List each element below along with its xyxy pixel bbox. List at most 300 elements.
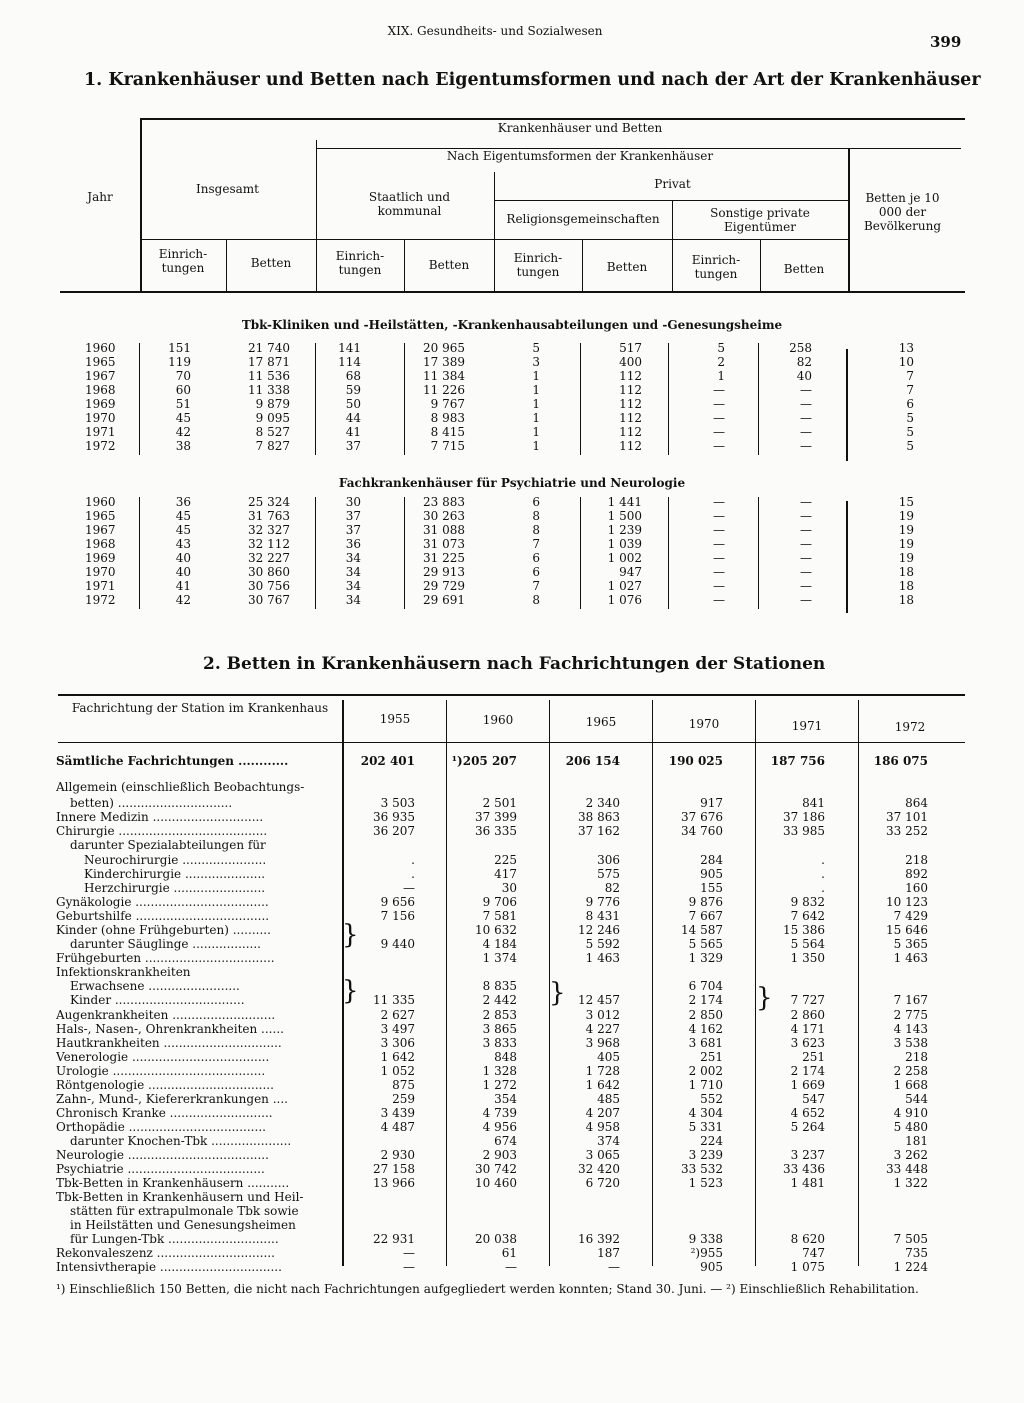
table-cell: 259 — [392, 1092, 415, 1106]
row-label: Hals-, Nasen-, Ohrenkrankheiten ...... — [56, 1022, 284, 1036]
table-cell: 3 237 — [790, 1148, 825, 1162]
table-cell: 160 — [905, 881, 928, 895]
table-cell: 4 304 — [688, 1106, 723, 1120]
table-row — [0, 881, 1024, 895]
table-row — [0, 754, 1024, 768]
table-cell: 11 536 — [248, 369, 290, 383]
table-cell: 114 — [338, 355, 361, 369]
table-cell: 38 863 — [578, 810, 620, 824]
table-cell: 905 — [700, 1260, 723, 1274]
header-einrichtungen-1: Einrich-tungen — [158, 247, 208, 275]
header-betten-1: Betten — [250, 256, 292, 270]
row-label: Kinder .................................. — [70, 993, 245, 1007]
table-row — [60, 411, 970, 425]
table-cell: 2 340 — [585, 796, 620, 810]
table-cell: 70 — [175, 369, 191, 383]
table-cell: 7 642 — [790, 909, 825, 923]
table-cell: 917 — [700, 796, 723, 810]
table-row — [0, 780, 1024, 794]
table-cell: — — [800, 383, 812, 397]
table-cell: 30 860 — [248, 565, 290, 579]
table-cell: 2 002 — [688, 1064, 723, 1078]
table-cell: 284 — [700, 853, 723, 867]
table-cell: 43 — [175, 537, 191, 551]
table-cell: 5 — [906, 439, 914, 453]
table-cell: 6 704 — [688, 979, 723, 993]
table-cell: — — [713, 537, 725, 551]
table-cell: 3 503 — [380, 796, 415, 810]
header-jahr: Jahr — [87, 190, 113, 204]
table-cell: 2 775 — [893, 1008, 928, 1022]
table-row — [0, 810, 1024, 824]
table-cell: 60 — [175, 383, 191, 397]
table-cell: 5 365 — [893, 937, 928, 951]
row-label: Urologie ........................................ — [56, 1064, 266, 1078]
table-cell: 5 565 — [688, 937, 723, 951]
table-cell: 1 — [532, 383, 540, 397]
table-cell: 17 389 — [423, 355, 465, 369]
table-cell: 3 439 — [380, 1106, 415, 1120]
table-cell: 575 — [597, 867, 620, 881]
table-cell: 7 — [532, 537, 540, 551]
table-row — [0, 838, 1024, 852]
table-row — [60, 593, 970, 607]
table-cell: — — [713, 425, 725, 439]
table-row — [0, 993, 1024, 1007]
table-cell: 3 538 — [893, 1036, 928, 1050]
table-cell: 9 440 — [380, 937, 415, 951]
table-row — [0, 1064, 1024, 1078]
table-row — [0, 1134, 1024, 1148]
table-cell: 5 592 — [585, 937, 620, 951]
table-cell: 5 — [717, 341, 725, 355]
table-cell: ¹)205 207 — [451, 754, 517, 768]
table-cell: 5 — [906, 425, 914, 439]
table-cell: 5 264 — [790, 1120, 825, 1134]
table-cell: 374 — [597, 1134, 620, 1148]
year-1960: 1960 — [482, 713, 514, 727]
table-cell: 1 642 — [585, 1078, 620, 1092]
table-row — [0, 979, 1024, 993]
table-row — [0, 1092, 1024, 1106]
table-cell: 15 646 — [886, 923, 928, 937]
table-cell: 251 — [802, 1050, 825, 1064]
header-betten-2: Betten — [428, 258, 470, 272]
table-cell: 892 — [905, 867, 928, 881]
table-cell: 16 392 — [578, 1232, 620, 1246]
table-cell: 224 — [700, 1134, 723, 1148]
table-cell: 7 — [532, 579, 540, 593]
table-cell: 112 — [619, 397, 642, 411]
table-cell: 11 384 — [423, 369, 465, 383]
table-cell: 4 652 — [790, 1106, 825, 1120]
row-label: in Heilstätten und Genesungsheimen — [70, 1218, 296, 1232]
table-cell: 1 — [532, 439, 540, 453]
table-cell: 20 038 — [475, 1232, 517, 1246]
table-cell: 37 186 — [783, 810, 825, 824]
row-label: Venerologie .................................... — [56, 1050, 270, 1064]
table-cell: 547 — [802, 1092, 825, 1106]
table-cell: . — [821, 881, 825, 895]
table-cell: 19 — [898, 509, 914, 523]
table-cell: 2 930 — [380, 1148, 415, 1162]
table-cell: 1 728 — [585, 1064, 620, 1078]
table-cell: 36 — [345, 537, 361, 551]
table-cell: 42 — [175, 593, 191, 607]
table-cell: 7 667 — [688, 909, 723, 923]
table-cell: 1 523 — [688, 1176, 723, 1190]
table-cell: — — [713, 383, 725, 397]
table-cell: 8 835 — [482, 979, 517, 993]
header-religion: Religionsgemeinschaften — [506, 212, 660, 226]
table-cell: 552 — [700, 1092, 723, 1106]
table-cell: 4 739 — [482, 1106, 517, 1120]
table-row — [0, 1204, 1024, 1218]
table-cell: 59 — [345, 383, 361, 397]
table-cell: — — [713, 397, 725, 411]
header-einrichtungen-4: Einrich-tungen — [691, 253, 741, 281]
table-cell: 41 — [345, 425, 361, 439]
table-cell: 42 — [175, 425, 191, 439]
table-cell: 112 — [619, 411, 642, 425]
table-cell: 875 — [392, 1078, 415, 1092]
table-cell: 3 497 — [380, 1022, 415, 1036]
table-cell: 82 — [604, 881, 620, 895]
row-label: Chronisch Kranke ........................... — [56, 1106, 273, 1120]
table1-section-2-body — [60, 495, 970, 607]
table-cell: 4 171 — [790, 1022, 825, 1036]
row-label: Kinder (ohne Frühgeburten) .......... — [56, 923, 271, 937]
table-cell: 38 — [175, 439, 191, 453]
header-einrichtungen-2: Einrich-tungen — [335, 249, 385, 277]
table-cell: — — [800, 495, 812, 509]
table-cell: . — [411, 853, 415, 867]
table-cell: 206 154 — [565, 754, 620, 768]
table2-title: 2. Betten in Krankenhäusern nach Fachrichtungen der Stationen — [203, 654, 826, 674]
table-cell: 1 374 — [482, 951, 517, 965]
header-staatlich: Staatlich und kommunal — [368, 190, 451, 218]
table-cell: 1967 — [85, 369, 116, 383]
table-cell: 68 — [345, 369, 361, 383]
table-cell: 2 174 — [688, 993, 723, 1007]
table-cell: 13 966 — [373, 1176, 415, 1190]
table-cell: 1965 — [85, 509, 116, 523]
table-cell: 4 184 — [482, 937, 517, 951]
table-cell: 34 — [345, 551, 361, 565]
table-cell: 82 — [796, 355, 812, 369]
row-label: darunter Knochen-Tbk ..................... — [70, 1134, 292, 1148]
table-cell: — — [713, 411, 725, 425]
brace: } — [342, 920, 359, 950]
table-cell: 1 500 — [607, 509, 642, 523]
table-cell: 9 095 — [255, 411, 290, 425]
table-cell: — — [800, 579, 812, 593]
table-cell: 45 — [175, 509, 191, 523]
table-cell: 1 642 — [380, 1050, 415, 1064]
table-cell: 2 850 — [688, 1008, 723, 1022]
table-cell: 5 564 — [790, 937, 825, 951]
table-cell: 202 401 — [360, 754, 415, 768]
table-cell: 218 — [905, 853, 928, 867]
row-label: betten) .............................. — [70, 796, 233, 810]
table-cell: 37 — [345, 523, 361, 537]
table-cell: 1 710 — [688, 1078, 723, 1092]
row-label: Gynäkologie ................................... — [56, 895, 269, 909]
table-cell: 1 272 — [482, 1078, 517, 1092]
table-cell: 29 691 — [423, 593, 465, 607]
table-cell: 32 420 — [578, 1162, 620, 1176]
table-cell: 151 — [168, 341, 191, 355]
row-label: Frühgeburten .................................. — [56, 951, 275, 965]
table-cell: 1 076 — [607, 593, 642, 607]
table-row — [0, 1022, 1024, 1036]
table-cell: 4 143 — [893, 1022, 928, 1036]
table-cell: 6 — [532, 565, 540, 579]
table-row — [0, 867, 1024, 881]
table-row — [0, 965, 1024, 979]
table-cell: 4 910 — [893, 1106, 928, 1120]
table-cell: 1 668 — [893, 1078, 928, 1092]
table-cell: 36 207 — [373, 824, 415, 838]
table-cell: 6 — [532, 495, 540, 509]
table-cell: 18 — [898, 565, 914, 579]
table-cell: 10 — [898, 355, 914, 369]
table-cell: 251 — [700, 1050, 723, 1064]
table-cell: 19 — [898, 523, 914, 537]
table-cell: 2 501 — [482, 796, 517, 810]
table-cell: 1969 — [85, 551, 116, 565]
table-cell: — — [800, 593, 812, 607]
table-cell: 306 — [597, 853, 620, 867]
table-cell: 186 075 — [873, 754, 928, 768]
header-betten-je: Betten je 10 000 der Bevölkerung — [863, 191, 941, 233]
table-cell: 3 623 — [790, 1036, 825, 1050]
table-row — [60, 439, 970, 453]
table-cell: — — [800, 509, 812, 523]
table-cell: 400 — [619, 355, 642, 369]
row-label: Augenkrankheiten ........................... — [56, 1008, 276, 1022]
table-cell: 45 — [175, 411, 191, 425]
table-cell: 848 — [494, 1050, 517, 1064]
table-cell: 14 587 — [681, 923, 723, 937]
table-cell: 32 227 — [248, 551, 290, 565]
table-row — [0, 951, 1024, 965]
header-eigentumsformen: Nach Eigentumsformen der Krankenhäuser — [446, 149, 714, 163]
table-cell: 8 527 — [255, 425, 290, 439]
table-row — [0, 824, 1024, 838]
row-label: Tbk-Betten in Krankenhäusern und Heil- — [56, 1190, 304, 1204]
table-cell: 4 207 — [585, 1106, 620, 1120]
table-cell: 31 225 — [423, 551, 465, 565]
row-label: Zahn-, Mund-, Kiefererkrankungen .... — [56, 1092, 288, 1106]
row-label: Allgemein (einschließlich Beobachtungs- — [56, 780, 305, 794]
table-cell: 1 — [717, 369, 725, 383]
table-row — [60, 537, 970, 551]
table-cell: 13 — [898, 341, 914, 355]
table-cell: 51 — [175, 397, 191, 411]
table-row — [60, 341, 970, 355]
table-cell: 1971 — [85, 579, 116, 593]
table-cell: 3 262 — [893, 1148, 928, 1162]
table-cell: — — [713, 523, 725, 537]
table-cell: 7 727 — [790, 993, 825, 1007]
row-label: für Lungen-Tbk ............................. — [70, 1232, 279, 1246]
table-cell: — — [713, 439, 725, 453]
table-cell: 37 162 — [578, 824, 620, 838]
table-cell: 1 002 — [607, 551, 642, 565]
row-label: darunter Säuglinge .................. — [70, 937, 261, 951]
table-cell: 36 335 — [475, 824, 517, 838]
table-cell: 34 — [345, 593, 361, 607]
table-cell: 31 073 — [423, 537, 465, 551]
table-cell: 4 487 — [380, 1120, 415, 1134]
table-cell: 485 — [597, 1092, 620, 1106]
table-cell: . — [821, 867, 825, 881]
year-1971: 1971 — [791, 719, 823, 733]
table-cell: — — [800, 439, 812, 453]
table-cell: — — [800, 565, 812, 579]
row-label: Psychiatrie .................................... — [56, 1162, 265, 1176]
table-cell: 7 — [906, 369, 914, 383]
year-1972: 1972 — [894, 720, 926, 734]
table-cell: 1970 — [85, 411, 116, 425]
table-cell: 29 913 — [423, 565, 465, 579]
table-cell: 37 399 — [475, 810, 517, 824]
table-cell: 9 879 — [255, 397, 290, 411]
table-cell: 18 — [898, 593, 914, 607]
table-cell: 29 729 — [423, 579, 465, 593]
table-cell: . — [411, 867, 415, 881]
table-cell: 19 — [898, 537, 914, 551]
table-cell: — — [608, 1260, 620, 1274]
table-cell: 8 — [532, 509, 540, 523]
table-cell: — — [403, 881, 415, 895]
table-cell: 9 876 — [688, 895, 723, 909]
table-cell: 5 480 — [893, 1120, 928, 1134]
table-cell: 1969 — [85, 397, 116, 411]
table-cell: 33 436 — [783, 1162, 825, 1176]
table-cell: 1965 — [85, 355, 116, 369]
table-cell: 2 442 — [482, 993, 517, 1007]
row-label: Infektionskrankheiten — [56, 965, 191, 979]
table-cell: 30 767 — [248, 593, 290, 607]
table-cell: 417 — [494, 867, 517, 881]
table-cell: 2 860 — [790, 1008, 825, 1022]
table-cell: 7 — [906, 383, 914, 397]
table-cell: — — [800, 537, 812, 551]
table-cell: — — [800, 411, 812, 425]
table-cell: 544 — [905, 1092, 928, 1106]
table-cell: — — [800, 397, 812, 411]
table-cell: 7 581 — [482, 909, 517, 923]
table-cell: 30 263 — [423, 509, 465, 523]
table-cell: 10 123 — [886, 895, 928, 909]
table-cell: — — [800, 551, 812, 565]
table-row — [0, 1078, 1024, 1092]
table-cell: 1 — [532, 369, 540, 383]
table-cell: 517 — [619, 341, 642, 355]
table-cell: — — [713, 551, 725, 565]
header-einrichtungen-3: Einrich-tungen — [513, 251, 563, 279]
row-label: Chirurgie ....................................... — [56, 824, 268, 838]
table-cell: 22 931 — [373, 1232, 415, 1246]
table-cell: 34 760 — [681, 824, 723, 838]
table-cell: 7 156 — [380, 909, 415, 923]
row-label: Intensivtherapie ................................ — [56, 1260, 282, 1274]
table-cell: 1 052 — [380, 1064, 415, 1078]
table-cell: — — [505, 1260, 517, 1274]
table-cell: 112 — [619, 439, 642, 453]
table-cell: 1968 — [85, 383, 116, 397]
table-cell: 2 853 — [482, 1008, 517, 1022]
table-cell: 3 833 — [482, 1036, 517, 1050]
table-cell: 1 — [532, 397, 540, 411]
table-cell: 947 — [619, 565, 642, 579]
table-cell: 405 — [597, 1050, 620, 1064]
table-cell: — — [800, 425, 812, 439]
table-row — [60, 369, 970, 383]
brace: } — [549, 978, 566, 1008]
table-cell: ²)955 — [690, 1246, 723, 1260]
table-cell: 1972 — [85, 439, 116, 453]
table-cell: 841 — [802, 796, 825, 810]
table-cell: 218 — [905, 1050, 928, 1064]
table-cell: 735 — [905, 1246, 928, 1260]
table-cell: 4 958 — [585, 1120, 620, 1134]
table-cell: 1972 — [85, 593, 116, 607]
table-cell: . — [821, 853, 825, 867]
row-label: Neurologie ..................................... — [56, 1148, 269, 1162]
year-1970: 1970 — [688, 717, 720, 731]
table-cell: 864 — [905, 796, 928, 810]
table-cell: 2 627 — [380, 1008, 415, 1022]
table-cell: 3 865 — [482, 1022, 517, 1036]
table-cell: 32 112 — [248, 537, 290, 551]
table-cell: 12 246 — [578, 923, 620, 937]
row-label: Orthopädie .................................... — [56, 1120, 266, 1134]
table-cell: 10 632 — [475, 923, 517, 937]
table-cell: 258 — [789, 341, 812, 355]
table1-section-title-2: Fachkrankenhäuser für Psychiatrie und Neurologie — [338, 476, 686, 490]
table-cell: 1 322 — [893, 1176, 928, 1190]
table-cell: — — [403, 1246, 415, 1260]
table-cell: 1 027 — [607, 579, 642, 593]
table-cell: 8 431 — [585, 909, 620, 923]
table-cell: 33 985 — [783, 824, 825, 838]
table-cell: 34 — [345, 579, 361, 593]
year-1955: 1955 — [379, 712, 411, 726]
table1-section-1-body — [60, 341, 970, 453]
header-betten-4: Betten — [783, 262, 825, 276]
row-label: darunter Spezialabteilungen für — [70, 838, 266, 852]
table-cell: 9 656 — [380, 895, 415, 909]
row-label: Erwachsene ........................ — [70, 979, 240, 993]
row-label: Hautkrankheiten ............................... — [56, 1036, 282, 1050]
header-sonstige: Sonstige private Eigentümer — [710, 206, 810, 234]
table-cell: 1 — [532, 425, 540, 439]
table-cell: 112 — [619, 369, 642, 383]
table-cell: 9 706 — [482, 895, 517, 909]
table-cell: 23 883 — [423, 495, 465, 509]
table-cell: 33 532 — [681, 1162, 723, 1176]
table1-section-title-1: Tbk-Kliniken und -Heilstätten, -Krankenhausabteilungen und -Genesungsheime — [241, 318, 783, 332]
table-cell: 2 258 — [893, 1064, 928, 1078]
table-cell: 61 — [501, 1246, 517, 1260]
row-label: Neurochirurgie ...................... — [84, 853, 267, 867]
table-cell: 25 324 — [248, 495, 290, 509]
table-row — [0, 895, 1024, 909]
table-cell: 1967 — [85, 523, 116, 537]
